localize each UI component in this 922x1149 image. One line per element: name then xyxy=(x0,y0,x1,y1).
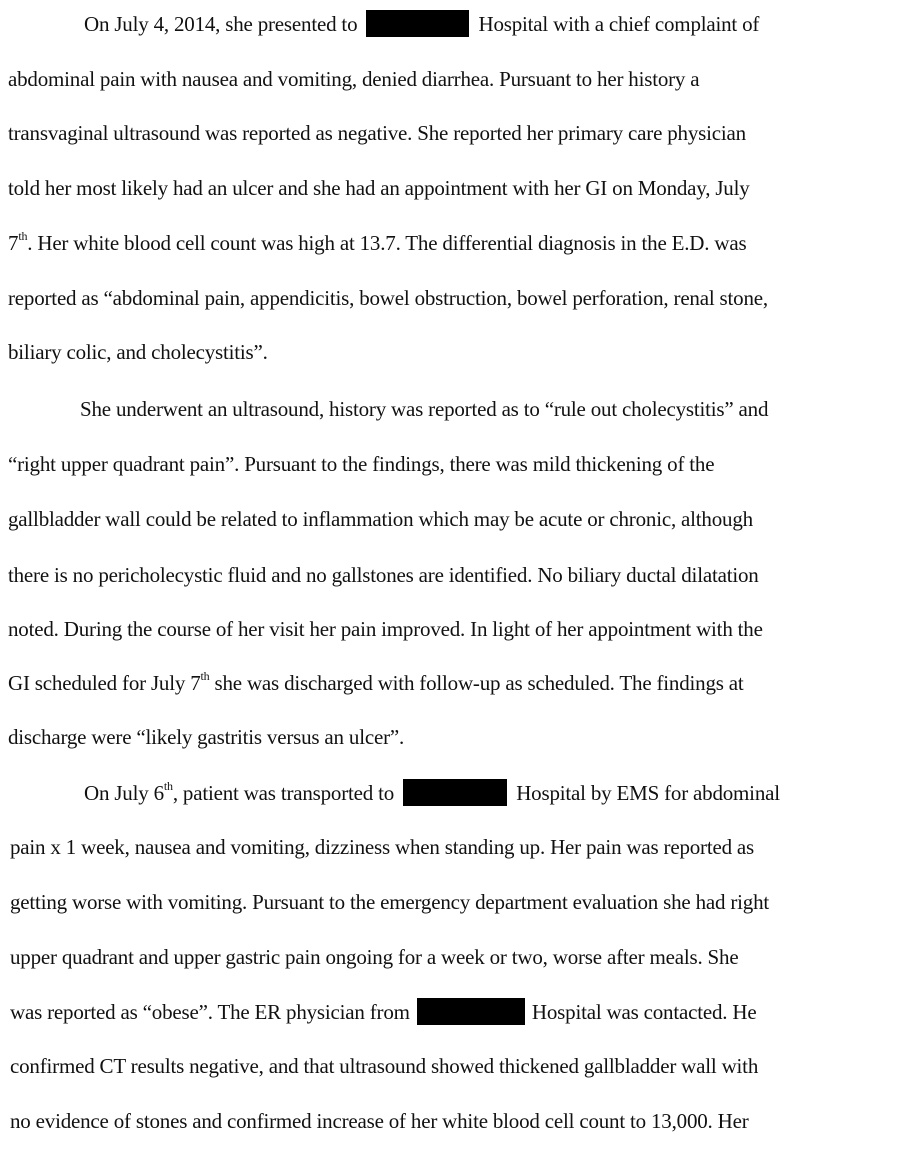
line-text: On July 4, 2014, she presented to xyxy=(84,12,358,36)
line-text: discharge were “likely gastritis versus an ulcer”. xyxy=(8,725,405,749)
text-line xyxy=(10,889,769,915)
redaction-block xyxy=(417,998,525,1025)
line-text: transvaginal ultrasound was reported as negative. She reported her primary care physician xyxy=(8,121,746,145)
line-text: gallbladder wall could be related to inflammation which may be acute or chronic, although xyxy=(8,507,753,531)
text-line xyxy=(8,339,268,365)
text-line xyxy=(84,10,759,37)
line-text: Hospital was contacted. He xyxy=(531,1000,757,1024)
line-text: Hospital by EMS for abdominal xyxy=(516,781,780,805)
text-line xyxy=(8,451,714,477)
redaction-block xyxy=(366,10,469,37)
text-line xyxy=(84,779,780,806)
text-line xyxy=(8,285,768,311)
text-line xyxy=(8,724,404,750)
text-line xyxy=(8,562,759,588)
line-text: she was discharged with follow-up as scheduled. The findings at xyxy=(209,671,744,695)
superscript: th xyxy=(163,779,173,793)
text-line xyxy=(10,1108,749,1134)
line-text: noted. During the course of her visit her pain improved. In light of her appointment with the xyxy=(8,617,763,641)
text-line xyxy=(10,998,756,1025)
text-line xyxy=(80,396,768,422)
text-line xyxy=(8,230,746,256)
line-text: . Her white blood cell count was high at 13.7. The differential diagnosis in the E.D. was xyxy=(27,231,747,255)
line-text: no evidence of stones and confirmed increase of her white blood cell count to 13,000. Her xyxy=(10,1109,749,1133)
line-text: biliary colic, and cholecystitis”. xyxy=(8,340,268,364)
text-line xyxy=(10,944,738,970)
text-line xyxy=(8,120,746,146)
superscript: th xyxy=(200,669,210,683)
redaction-block xyxy=(403,779,507,806)
line-text: “right upper quadrant pain”. Pursuant to the findings, there was mild thickening of the xyxy=(8,452,715,476)
line-text: pain x 1 week, nausea and vomiting, dizziness when standing up. Her pain was reported as xyxy=(10,835,755,859)
line-text: She underwent an ultrasound, history was reported as to “rule out cholecystitis” and xyxy=(80,397,769,421)
line-text: abdominal pain with nausea and vomiting, denied diarrhea. Pursuant to her history a xyxy=(8,67,700,91)
text-line xyxy=(10,1053,758,1079)
line-text: told her most likely had an ulcer and she had an appointment with her GI on Monday, July xyxy=(8,176,750,200)
text-line xyxy=(8,670,744,696)
line-text: was reported as “obese”. The ER physician from xyxy=(10,1000,410,1024)
text-line xyxy=(8,506,753,532)
text-line xyxy=(8,616,763,642)
line-text: getting worse with vomiting. Pursuant to the emergency department evaluation she had right xyxy=(10,890,770,914)
line-text: there is no pericholecystic fluid and no gallstones are identified. No biliary ductal dilatation xyxy=(8,563,759,587)
line-text: On July 6 xyxy=(84,781,164,805)
superscript: th xyxy=(18,229,28,243)
line-text: Hospital with a chief complaint of xyxy=(478,12,760,36)
line-text: reported as “abdominal pain, appendicitis, bowel obstruction, bowel perforation, renal stone, xyxy=(8,286,768,310)
line-text: GI scheduled for July 7 xyxy=(8,671,201,695)
line-text: , patient was transported to xyxy=(172,781,395,805)
line-text: 7 xyxy=(8,231,19,255)
text-line xyxy=(10,834,754,860)
line-text: confirmed CT results negative, and that ultrasound showed thickened gallbladder wall with xyxy=(10,1054,759,1078)
text-line xyxy=(8,175,750,201)
text-line xyxy=(8,66,699,92)
line-text: upper quadrant and upper gastric pain ongoing for a week or two, worse after meals. She xyxy=(10,945,739,969)
